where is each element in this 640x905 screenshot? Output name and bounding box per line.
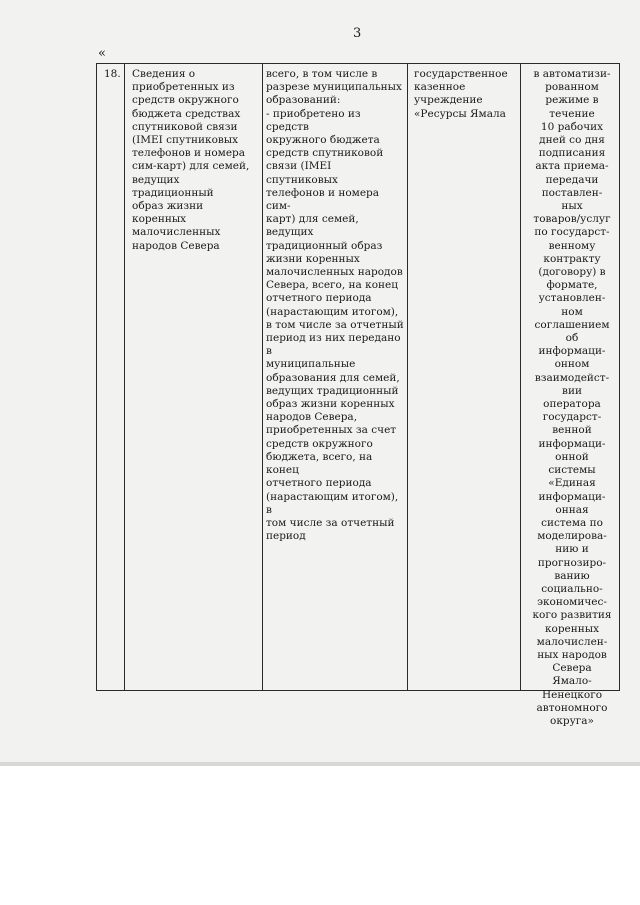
indicator-name-cell: Сведения о приобретенных из средств окружного бюджета средствах спутниковой связи (IMEI спутниковых телефонов и номера сим-карт) для семей, ведущих традиционный образ жизни коренных малочисленных народов Севера [132,68,250,252]
opening-quote-mark: « [98,46,106,61]
column-divider [124,63,125,691]
scan-bottom-edge [0,762,640,766]
responsible-organization-cell: государственное казенное учреждение «Ресурсы Ямала [414,68,508,120]
column-divider [262,63,263,691]
page-number: 3 [353,26,362,41]
column-divider [407,63,408,691]
indicator-description-cell: всего, в том числе в разрезе муниципальных образований: - приобретено из средств окружного бюджета средств спутниковой связи (IMEI спутниковых телефонов и номера сим- карт) для семей, ведущих традиционный образ жизни коренных малочисленных народов Севера, всего, на конец отчетного периода (нарастающим итогом), в том числе за отчетный период из них передано в муниципальные образования для семей, ведущих традиционный образ жизни коренных народов Севера, приобретенных за счет средств окружного бюджета, всего, на конец отчетного периода (нарастающим итогом), в том числе за отчетный период [266,68,404,543]
submission-term-cell: в автоматизи- рованном режиме в течение 10 рабочих дней со дня подписания акта приема- передачи поставлен- ных товаров/услуг по государст- венному контракту (договору) в формате, установлен- ном соглашением об информаци- онном взаимодейст- вии оператора государст- венной информаци- онной системы «Единая информаци- онная система по моделирова- нию и прогнозиро- ванию социально- экономичес- кого развития коренных малочислен- ных народов Севера Ямало- Ненецкого автономного округа» [532,68,612,727]
row-number: 18. [104,68,121,80]
column-divider [520,63,521,691]
